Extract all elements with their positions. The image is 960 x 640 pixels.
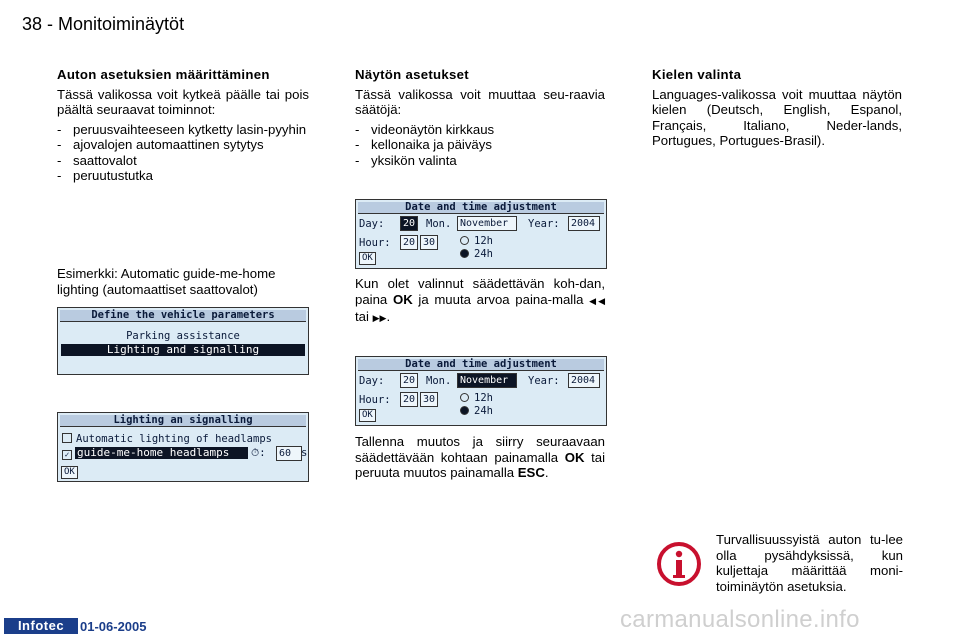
option-label: 12h	[474, 392, 493, 404]
checkbox-checked-icon[interactable]: ✓	[62, 450, 72, 460]
day-field[interactable]: 20	[400, 216, 418, 231]
list-item: - peruusvaihteeseen kytketty lasin-pyyhin	[57, 122, 309, 138]
option-label: 24h	[474, 405, 493, 417]
infotec-logo: Infotec	[4, 618, 78, 634]
option-12h[interactable]	[460, 392, 493, 404]
day-label: Day:	[359, 218, 385, 230]
year-label: Year:	[528, 375, 560, 387]
radio-icon[interactable]	[460, 236, 469, 245]
section-heading: Auton asetuksien määrittäminen	[57, 67, 270, 82]
hour-label: Hour:	[359, 394, 391, 406]
forward-icon: ▶▶	[372, 313, 387, 323]
duration-field[interactable]: 60	[276, 446, 302, 461]
function-list	[57, 122, 309, 184]
instruction-text: Tallenna muutos ja siirry seuraavaan säädettävään kohtaan painamalla OK tai peruuta muutos painamalla ESC.	[355, 434, 606, 480]
screen-title: Date and time adjustment	[358, 359, 604, 371]
radio-selected-icon[interactable]	[460, 406, 469, 415]
hour-field[interactable]: 20	[400, 235, 418, 250]
intro-text: Tässä valikossa voit kytkeä päälle tai pois päältä seuraavat toiminnot:	[57, 86, 309, 117]
month-field[interactable]: November	[457, 373, 517, 388]
option-label: 24h	[474, 248, 493, 260]
vehicle-parameters-screen	[57, 307, 309, 375]
instruction-text: Kun olet valinnut säädettävän koh-dan, paina OK ja muuta arvoa paina-malla ◀◀ tai ▶▶.	[355, 276, 605, 324]
auto-headlamps-row[interactable]	[62, 433, 272, 445]
ok-button[interactable]: OK	[359, 409, 376, 422]
list-item: - videonäytön kirkkaus	[355, 122, 605, 138]
radio-icon[interactable]	[460, 393, 469, 402]
minute-field[interactable]: 30	[420, 235, 438, 250]
hour-field[interactable]: 20	[400, 392, 418, 407]
unit-label: s	[301, 447, 308, 459]
lighting-screen	[57, 412, 309, 482]
month-label: Mon.	[426, 218, 452, 230]
date-time-screen-2	[355, 356, 607, 426]
option-24h[interactable]	[460, 248, 493, 260]
guide-me-home-row[interactable]: guide-me-home headlamps	[75, 447, 248, 459]
list-item: - peruutustutka	[57, 168, 309, 184]
timer-icon: ⏱:	[251, 447, 266, 459]
day-label: Day:	[359, 375, 385, 387]
list-item: - kellonaika ja päiväys	[355, 137, 605, 153]
example-text: Esimerkki: Automatic guide-me-home lighting (automaattiset saattovalot)	[57, 266, 276, 297]
screen-title: Date and time adjustment	[358, 202, 604, 214]
hour-label: Hour:	[359, 237, 391, 249]
intro-text: Tässä valikossa voit muuttaa seu-raavia säätöjä:	[355, 86, 605, 117]
page-title: 38 - Monitoiminäytöt	[22, 14, 185, 34]
option-12h[interactable]	[460, 235, 493, 247]
screen-title: Define the vehicle parameters	[60, 310, 306, 322]
menu-option-lighting-selected[interactable]: Lighting and signalling	[61, 344, 305, 356]
language-text: Languages-valikossa voit muuttaa näytön kielen (Deutsch, English, Espanol, Français, Italiano, Neder-lands, Portugues, Portugues-Brasil).	[652, 86, 902, 148]
screen-title: Lighting an signalling	[60, 415, 306, 427]
example-section	[57, 266, 309, 301]
safety-text: Turvallisuussyistä auton tu-lee olla pysähdyksissä, kun kuljettaja määrittää moni-toiminäytön asetuksia.	[716, 532, 903, 594]
list-item: - saattovalot	[57, 153, 309, 169]
row-label: Automatic lighting of headlamps	[76, 433, 272, 445]
checkbox-icon[interactable]	[62, 433, 72, 443]
section-heading: Kielen valinta	[652, 67, 742, 82]
rewind-icon: ◀◀	[589, 295, 605, 306]
watermark: carmanualsonline.info	[620, 606, 860, 633]
footer-date: 01-06-2005	[80, 619, 147, 634]
minute-field[interactable]: 30	[420, 392, 438, 407]
display-settings-section	[355, 67, 605, 168]
vehicle-settings-section	[57, 67, 309, 184]
ok-button[interactable]: OK	[61, 466, 78, 479]
option-label: 12h	[474, 235, 493, 247]
year-label: Year:	[528, 218, 560, 230]
year-field[interactable]: 2004	[568, 373, 600, 388]
adjust-instruction	[355, 276, 605, 331]
ok-button[interactable]: OK	[359, 252, 376, 265]
language-section	[652, 67, 902, 153]
menu-option-parking[interactable]: Parking assistance	[126, 330, 240, 342]
section-heading: Näytön asetukset	[355, 67, 470, 82]
list-item: - yksikön valinta	[355, 153, 605, 169]
info-icon	[656, 541, 702, 587]
year-field[interactable]: 2004	[568, 216, 600, 231]
settings-list	[355, 122, 605, 169]
month-label: Mon.	[426, 375, 452, 387]
date-time-screen-1	[355, 199, 607, 269]
save-instruction	[355, 434, 605, 485]
checked-icon	[62, 447, 76, 460]
safety-note	[716, 532, 903, 598]
radio-selected-icon[interactable]	[460, 249, 469, 258]
day-field[interactable]: 20	[400, 373, 418, 388]
month-field[interactable]: November	[457, 216, 517, 231]
list-item: - ajovalojen automaattinen sytytys	[57, 137, 309, 153]
option-24h[interactable]	[460, 405, 493, 417]
